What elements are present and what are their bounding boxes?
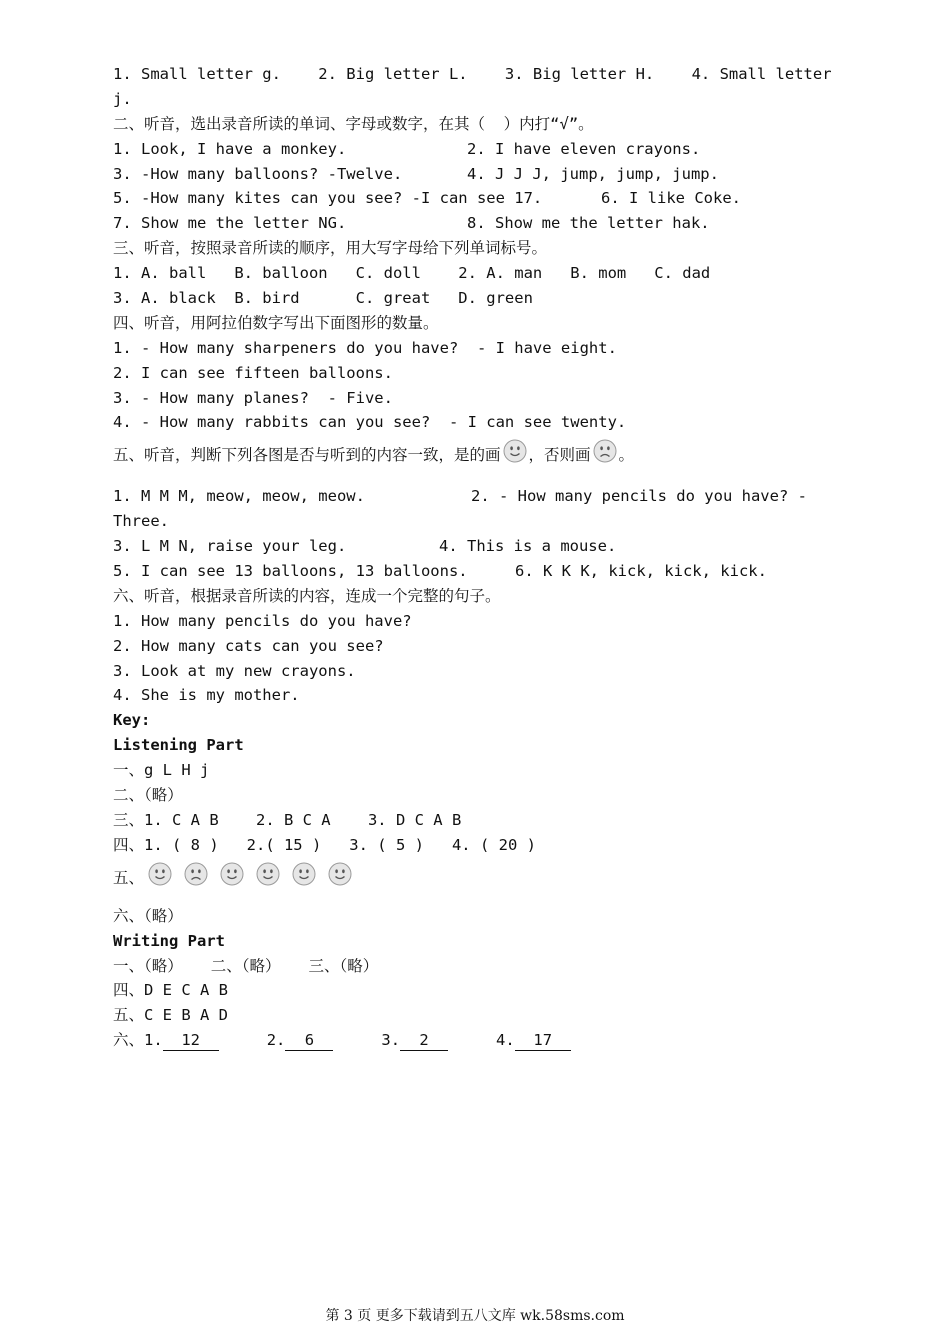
item: 5. -How many kites can you see? -I can see 17.	[113, 189, 543, 208]
item: 4. This is a mouse.	[439, 537, 617, 556]
item: 6. K K K, kick, kick, kick.	[515, 562, 767, 581]
key-writing-4: 四、D E C A B	[113, 981, 228, 1000]
section-2-title: 二、听音，选出录音所读的单词、字母或数字，在其（ ）内打“√”。	[113, 114, 594, 133]
section-5-title-text: 。	[618, 446, 635, 465]
section-4-line: 1. - How many sharpeners do you have? - I have eight.	[113, 338, 617, 357]
section-3-row: 1. A. ball B. balloon C. doll 2. A. man B. mom C. dad	[113, 264, 711, 283]
section-2-row	[113, 162, 841, 187]
writing-q1-line1: 1. Small letter g. 2. Big letter L. 3. Big letter H. 4. Small letter	[113, 65, 832, 83]
key-listening-6: 六、（略）	[113, 906, 183, 925]
key-listening-5-label: 五、	[113, 868, 145, 887]
section-2-row	[113, 186, 841, 211]
smile-face-icon	[256, 862, 280, 886]
item: 1. Look, I have a monkey.	[113, 139, 347, 158]
key-faces	[144, 869, 358, 887]
section-6-line: 4. She is my mother.	[113, 686, 300, 705]
key-writing-5: 五、C E B A D	[113, 1006, 228, 1025]
key-listening-1: 一、g L H j	[113, 761, 210, 780]
answer-blank: 6	[285, 1030, 333, 1051]
item: 5. I can see 13 balloons, 13 balloons.	[113, 562, 468, 581]
key-writing-6	[113, 1028, 841, 1053]
key-writing-1: 一、（略） 二、（略） 三、（略）	[113, 956, 379, 975]
section-4-line: 4. - How many rabbits can you see? - I can see twenty.	[113, 413, 627, 432]
item-num: 1.	[144, 1031, 163, 1050]
item: 8. Show me the letter hak.	[467, 214, 710, 233]
section-3-title: 三、听音，按照录音所读的顺序，用大写字母给下列单词标号。	[113, 239, 548, 258]
frown-face-icon	[593, 439, 617, 463]
section-5-row	[113, 484, 841, 509]
section-5-row: Three.	[113, 512, 169, 531]
section-6-line: 3. Look at my new crayons.	[113, 661, 356, 680]
key-listening-5	[113, 858, 841, 904]
section-4-title: 四、听音，用阿拉伯数字写出下面图形的数量。	[113, 313, 439, 332]
key-listening-4: 四、1. ( 8 ) 2.( 15 ) 3. ( 5 ) 4. ( 20 )	[113, 835, 536, 854]
item: 4. J J J, jump, jump, jump.	[467, 164, 719, 183]
section-5-title	[113, 435, 841, 484]
section-4-line: 3. - How many planes? - Five.	[113, 388, 393, 407]
section-2-row	[113, 137, 841, 162]
answer-blank: 2	[400, 1030, 448, 1051]
section-5-row	[113, 534, 841, 559]
item: 3. -How many balloons? -Twelve.	[113, 164, 403, 183]
smile-face-icon	[220, 862, 244, 886]
section-2-row	[113, 211, 841, 236]
key-listening-3: 三、1. C A B 2. B C A 3. D C A B	[113, 810, 462, 829]
writing-q1-line2: j.	[113, 89, 132, 108]
frown-face-icon	[184, 862, 208, 886]
section-5-title-text: 五、听音，判断下列各图是否与听到的内容一致，是的画	[113, 446, 501, 465]
key-writing-6-label: 六、	[113, 1031, 145, 1050]
section-6-line: 1. How many pencils do you have?	[113, 611, 412, 630]
item: 2. I have eleven crayons.	[467, 139, 701, 158]
section-5-title-text: ，否则画	[528, 446, 591, 465]
item: 6. I like Coke.	[601, 189, 741, 208]
section-3-row: 3. A. black B. bird C. great D. green	[113, 289, 533, 308]
answer-blank: 12	[163, 1030, 219, 1051]
item-num: 3.	[381, 1031, 401, 1050]
smile-face-icon	[503, 439, 527, 463]
item-num: 4.	[496, 1031, 515, 1050]
smile-face-icon	[148, 862, 172, 886]
key-heading: Key:	[113, 711, 151, 730]
smile-face-icon	[328, 862, 352, 886]
section-5-row	[113, 559, 841, 584]
section-6-title: 六、听音，根据录音所读的内容，连成一个完整的句子。	[113, 586, 501, 605]
smile-face-icon	[292, 862, 316, 886]
item: 1. M M M, meow, meow, meow.	[113, 487, 365, 506]
item: 7. Show me the letter NG.	[113, 214, 347, 233]
item: 3. L M N, raise your leg.	[113, 537, 347, 556]
listening-part-heading: Listening Part	[113, 736, 244, 755]
key-listening-2: 二、（略）	[113, 786, 183, 805]
page-footer: 第 3 页 更多下载请到五八文库 wk.58sms.com	[325, 1308, 625, 1324]
section-6-line: 2. How many cats can you see?	[113, 636, 384, 655]
writing-part-heading: Writing Part	[113, 931, 225, 950]
answer-blank: 17	[515, 1030, 571, 1051]
item-num: 2.	[266, 1031, 286, 1050]
document-page	[113, 62, 841, 1053]
section-4-line: 2. I can see fifteen balloons.	[113, 363, 393, 382]
item: 2. - How many pencils do you have? -	[471, 487, 807, 506]
